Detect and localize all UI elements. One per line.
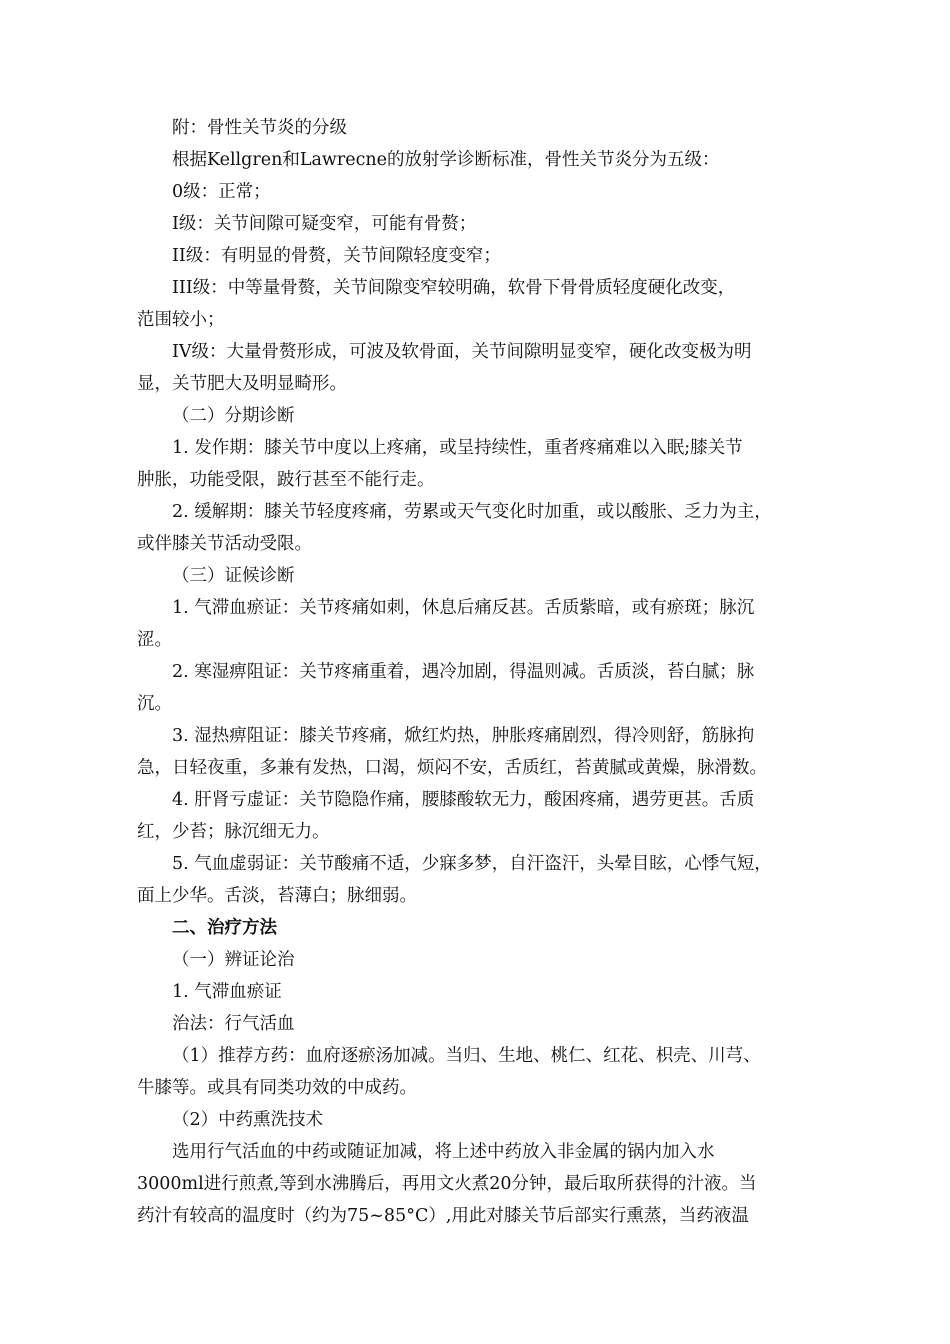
acute-stage-line-2: 肿胀，功能受限，跛行甚至不能行走。: [137, 470, 435, 490]
acute-stage-line-1: 1. 发作期：膝关节中度以上疼痛，或呈持续性，重者疼痛难以入眠;膝关节: [172, 438, 743, 458]
fumigation-line-1: 选用行气活血的中药或随证加减，将上述中药放入非金属的锅内加入水: [172, 1142, 715, 1162]
grade-4-line-1: IV级：大量骨赘形成，可波及软骨面，关节间隙明显变窄，硬化改变极为明: [172, 342, 752, 362]
syndrome-3-line-2: 急，日轻夜重，多兼有发热，口渴，烦闷不安，舌质红，苔黄腻或黄燥，脉滑数。: [137, 758, 767, 778]
treatment-method: 治法：行气活血: [172, 1014, 295, 1034]
fumigation-line-3: 药汁有较高的温度时（约为75~85°C）,用此对膝关节后部实行熏蒸，当药液温: [137, 1206, 749, 1226]
fumigation-line-2: 3000ml进行煎煮,等到水沸腾后，再用文火煮20分钟，最后取所获得的汁液。当: [137, 1174, 757, 1194]
grade-4-line-2: 显，关节肥大及明显畸形。: [137, 374, 347, 394]
grading-intro: 根据Kellgren和Lawrecne的放射学诊断标准，骨性关节炎分为五级：: [172, 150, 720, 170]
appendix-heading: 附：骨性关节炎的分级: [172, 118, 347, 138]
syndrome-1-line-1: 1. 气滞血瘀证：关节疼痛如刺，休息后痛反甚。舌质紫暗，或有瘀斑；脉沉: [172, 598, 755, 618]
prescription-line-1: （1）推荐方药：血府逐瘀汤加减。当归、生地、桃仁、红花、枳壳、川芎、: [172, 1046, 761, 1066]
grade-3-line-1: III级：中等量骨赘，关节间隙变窄较明确，软骨下骨骨质轻度硬化改变，: [172, 278, 736, 298]
grade-3-line-2: 范围较小；: [137, 310, 225, 330]
remission-stage-line-2: 或伴膝关节活动受限。: [137, 534, 312, 554]
syndrome-4-line-1: 4. 肝肾亏虚证：关节隐隐作痛，腰膝酸软无力，酸困疼痛，遇劳更甚。舌质: [172, 790, 755, 810]
treatment-heading: 二、治疗方法: [172, 918, 277, 938]
grade-1: I级：关节间隙可疑变窄，可能有骨赘；: [172, 214, 477, 234]
staging-heading: （二）分期诊断: [172, 406, 295, 426]
syndrome-2-line-2: 沉。: [137, 694, 172, 714]
treatment-item-1-title: 1. 气滞血瘀证: [172, 982, 282, 1002]
syndrome-3-line-1: 3. 湿热痹阻证：膝关节疼痛，焮红灼热，肿胀疼痛剧烈，得冷则舒，筋脉拘: [172, 726, 755, 746]
syndrome-4-line-2: 红，少苔；脉沉细无力。: [137, 822, 330, 842]
differentiation-heading: （一）辨证论治: [172, 950, 295, 970]
syndrome-1-line-2: 涩。: [137, 630, 172, 650]
remission-stage-line-1: 2. 缓解期：膝关节轻度疼痛，劳累或天气变化时加重，或以酸胀、乏力为主，: [172, 502, 772, 522]
syndrome-5-line-1: 5. 气血虚弱证：关节酸痛不适，少寐多梦，自汗盗汗，头晕目眩，心悸气短，: [172, 854, 772, 874]
fumigation-heading: （2）中药熏洗技术: [172, 1110, 324, 1130]
grade-0: 0级：正常；: [172, 182, 271, 202]
syndrome-5-line-2: 面上少华。舌淡，苔薄白；脉细弱。: [137, 886, 417, 906]
syndrome-2-line-1: 2. 寒湿痹阻证：关节疼痛重着，遇冷加剧，得温则减。舌质淡，苔白腻；脉: [172, 662, 755, 682]
grade-2: II级：有明显的骨赘，关节间隙轻度变窄；: [172, 246, 501, 266]
syndrome-heading: （三）证候诊断: [172, 566, 295, 586]
document-body: [137, 112, 827, 1232]
prescription-line-2: 牛膝等。或具有同类功效的中成药。: [137, 1078, 417, 1098]
